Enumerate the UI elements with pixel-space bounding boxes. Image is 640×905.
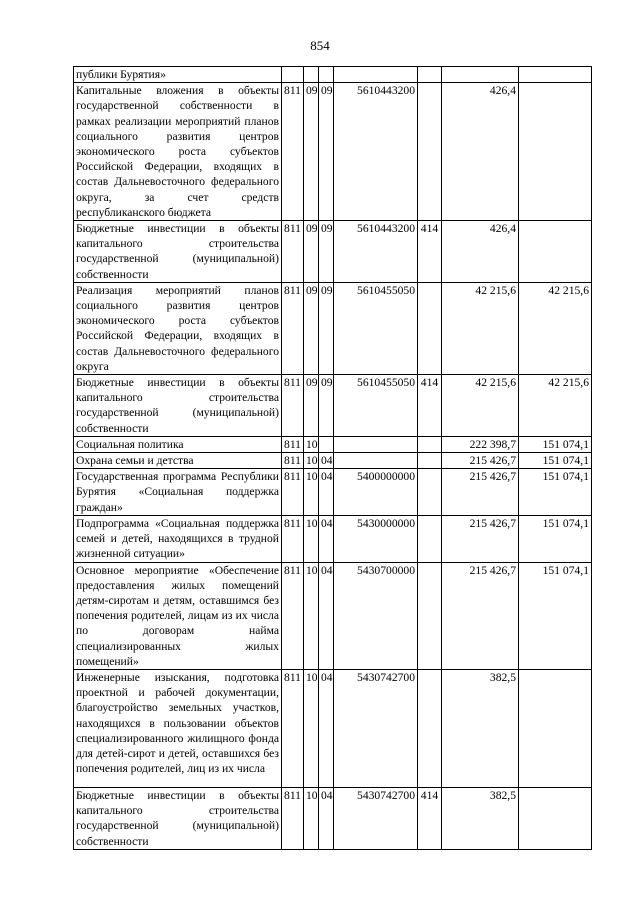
subsection-code-cell <box>319 436 334 452</box>
expense-type-cell <box>418 562 442 669</box>
section-code-cell: 10 <box>304 787 319 849</box>
subsection-code-cell: 09 <box>319 221 334 283</box>
expense-type-cell <box>418 469 442 516</box>
table-row <box>74 669 592 787</box>
expense-type-cell <box>418 669 442 787</box>
section-code-cell: 10 <box>304 669 319 787</box>
target-article-cell: 5430000000 <box>334 515 418 562</box>
table-row <box>74 453 592 469</box>
glav-code-cell: 811 <box>282 787 304 849</box>
table-row <box>74 375 592 437</box>
glav-code-cell: 811 <box>282 669 304 787</box>
target-article-cell: 5400000000 <box>334 469 418 516</box>
table-row <box>74 515 592 562</box>
table-row <box>74 469 592 516</box>
expense-type-cell: 414 <box>418 221 442 283</box>
table-row <box>74 67 592 83</box>
target-article-cell: 5430700000 <box>334 562 418 669</box>
subsection-code-cell: 04 <box>319 562 334 669</box>
item-name-cell: Бюджетные инвестиции в объекты капитального строительства государственной (муниципальной) собственности <box>74 375 282 437</box>
target-article-cell: 5610443200 <box>334 83 418 221</box>
expense-type-cell <box>418 83 442 221</box>
target-article-cell <box>334 453 418 469</box>
item-name-cell: Бюджетные инвестиции в объекты капитального строительства государственной (муниципальной) собственности <box>74 221 282 283</box>
table-row <box>74 282 592 374</box>
item-name-cell: публики Бурятия» <box>74 67 282 83</box>
glav-code-cell: 811 <box>282 436 304 452</box>
subsection-code-cell: 09 <box>319 375 334 437</box>
amount-federal-cell: 42 215,6 <box>519 282 592 374</box>
expense-type-cell <box>418 67 442 83</box>
table-row <box>74 787 592 849</box>
amount-total-cell: 215 426,7 <box>442 469 519 516</box>
expense-type-cell <box>418 515 442 562</box>
glav-code-cell: 811 <box>282 282 304 374</box>
budget-table <box>73 66 592 850</box>
amount-total-cell: 215 426,7 <box>442 562 519 669</box>
amount-federal-cell: 151 074,1 <box>519 469 592 516</box>
section-code-cell: 10 <box>304 515 319 562</box>
section-code-cell: 10 <box>304 453 319 469</box>
glav-code-cell: 811 <box>282 221 304 283</box>
section-code-cell: 09 <box>304 282 319 374</box>
item-name-cell: Реализация мероприятий планов социального развития центров экономического роста субъектов Российской Федерации, входящих в состав Дальневосточного федерального округа <box>74 282 282 374</box>
item-name-cell: Инженерные изыскания, подготовка проектной и рабочей документации, благоустройство земельных участков, находящихся в пользовании объектов специализированного жилищного фонда для детей-сирот и детей, оставшихся без попечения родителей, лиц из их числа <box>74 669 282 787</box>
subsection-code-cell: 04 <box>319 515 334 562</box>
amount-federal-cell: 151 074,1 <box>519 515 592 562</box>
subsection-code-cell <box>319 67 334 83</box>
subsection-code-cell: 09 <box>319 83 334 221</box>
amount-federal-cell: 42 215,6 <box>519 375 592 437</box>
table-row <box>74 83 592 221</box>
subsection-code-cell: 04 <box>319 453 334 469</box>
item-name-cell: Подпрограмма «Социальная поддержка семей и детей, находящихся в трудной жизненной ситуации» <box>74 515 282 562</box>
amount-total-cell: 42 215,6 <box>442 282 519 374</box>
subsection-code-cell: 04 <box>319 787 334 849</box>
item-name-cell: Капитальные вложения в объекты государственной собственности в рамках реализации мероприятий планов социального развития центров экономического роста субъектов Российской Федерации, входящих в состав Дальневосточного федерального округа, за счет средств республиканского бюджета <box>74 83 282 221</box>
amount-total-cell: 222 398,7 <box>442 436 519 452</box>
glav-code-cell: 811 <box>282 562 304 669</box>
amount-federal-cell <box>519 83 592 221</box>
amount-total-cell: 426,4 <box>442 83 519 221</box>
expense-type-cell <box>418 436 442 452</box>
target-article-cell: 5430742700 <box>334 787 418 849</box>
target-article-cell <box>334 436 418 452</box>
amount-federal-cell <box>519 221 592 283</box>
amount-total-cell: 426,4 <box>442 221 519 283</box>
item-name-cell: Государственная программа Республики Бурятия «Социальная поддержка граждан» <box>74 469 282 516</box>
amount-federal-cell: 151 074,1 <box>519 436 592 452</box>
glav-code-cell <box>282 67 304 83</box>
section-code-cell: 09 <box>304 375 319 437</box>
target-article-cell: 5610455050 <box>334 375 418 437</box>
glav-code-cell: 811 <box>282 469 304 516</box>
amount-federal-cell <box>519 67 592 83</box>
amount-total-cell: 382,5 <box>442 787 519 849</box>
amount-federal-cell <box>519 669 592 787</box>
item-name-cell: Охрана семьи и детства <box>74 453 282 469</box>
item-name-cell: Бюджетные инвестиции в объекты капитального строительства государственной (муниципальной) собственности <box>74 787 282 849</box>
expense-type-cell <box>418 453 442 469</box>
section-code-cell: 09 <box>304 83 319 221</box>
amount-federal-cell: 151 074,1 <box>519 453 592 469</box>
page-number: 854 <box>310 38 330 53</box>
table-row <box>74 221 592 283</box>
amount-total-cell: 382,5 <box>442 669 519 787</box>
section-code-cell: 10 <box>304 562 319 669</box>
subsection-code-cell: 04 <box>319 469 334 516</box>
target-article-cell: 5430742700 <box>334 669 418 787</box>
amount-federal-cell <box>519 787 592 849</box>
amount-federal-cell: 151 074,1 <box>519 562 592 669</box>
subsection-code-cell: 09 <box>319 282 334 374</box>
glav-code-cell: 811 <box>282 83 304 221</box>
table-row <box>74 436 592 452</box>
expense-type-cell <box>418 282 442 374</box>
amount-total-cell <box>442 67 519 83</box>
target-article-cell: 5610443200 <box>334 221 418 283</box>
amount-total-cell: 215 426,7 <box>442 453 519 469</box>
expense-type-cell: 414 <box>418 787 442 849</box>
glav-code-cell: 811 <box>282 453 304 469</box>
expense-type-cell: 414 <box>418 375 442 437</box>
section-code-cell: 10 <box>304 436 319 452</box>
section-code-cell: 10 <box>304 469 319 516</box>
section-code-cell: 09 <box>304 221 319 283</box>
subsection-code-cell: 04 <box>319 669 334 787</box>
item-name-cell: Социальная политика <box>74 436 282 452</box>
table-row <box>74 562 592 669</box>
section-code-cell <box>304 67 319 83</box>
item-name-cell: Основное мероприятие «Обеспечение предоставления жилых помещений детям-сиротам и детям, оставшимся без попечения родителей, лицам из их числа по договорам найма специализированных жилых помещений» <box>74 562 282 669</box>
budget-table-body <box>74 67 592 850</box>
target-article-cell: 5610455050 <box>334 282 418 374</box>
target-article-cell <box>334 67 418 83</box>
amount-total-cell: 215 426,7 <box>442 515 519 562</box>
glav-code-cell: 811 <box>282 515 304 562</box>
amount-total-cell: 42 215,6 <box>442 375 519 437</box>
glav-code-cell: 811 <box>282 375 304 437</box>
